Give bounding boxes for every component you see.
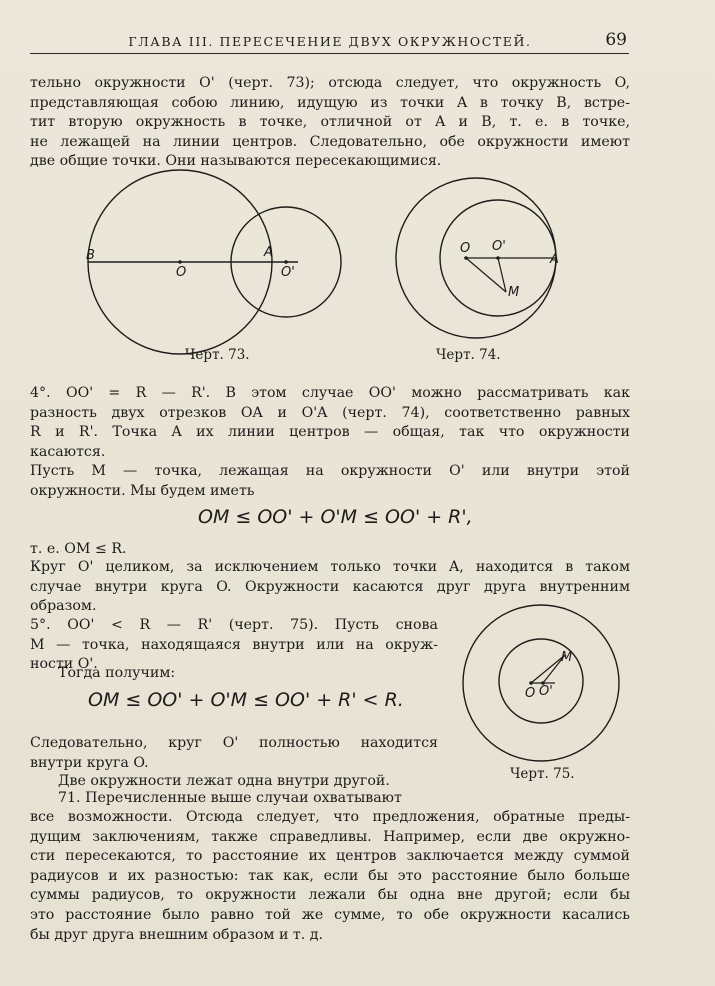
caption-fig73: Черт. 73. xyxy=(185,347,250,363)
running-header: ГЛАВА III. ПЕРЕСЕЧЕНИЕ ДВУХ ОКРУЖНОСТЕЙ. xyxy=(128,34,532,49)
text-line: тельно окружности O' (черт. 73); отсюда следует, что окружность O, xyxy=(30,75,630,91)
label-a: A xyxy=(550,252,559,267)
section-71 xyxy=(30,808,630,945)
paragraph-intro xyxy=(30,74,630,172)
conclusion-line xyxy=(30,540,630,560)
figure-73-diagram xyxy=(88,178,348,358)
text-line: все возможности. Отсюда следует, что предложения, обратные преды- xyxy=(30,809,630,825)
text-line: касаются. xyxy=(30,443,106,460)
text-line: окружности. Мы будем иметь xyxy=(30,482,255,499)
label-m: M xyxy=(508,285,520,300)
label-a: A xyxy=(264,245,273,260)
section-71-start xyxy=(58,789,458,809)
text-line: 5°. OO' < R — R' (черт. 75). Пусть снова xyxy=(30,617,438,633)
center-o xyxy=(178,260,182,264)
text-line: суммы радиусов, то окружности лежали бы одна вне другой; если бы xyxy=(30,887,630,904)
text-line: радиусов и их разностью: так как, если бы это расстояние было больше xyxy=(30,867,630,884)
text-line: т. е. OM ≤ R. xyxy=(30,541,127,557)
text-line: это расстояние было равно той же сумме, то обе окружности касались xyxy=(30,906,630,923)
then-line xyxy=(58,664,438,684)
center-o xyxy=(464,256,468,260)
caption-fig75: Черт. 75. xyxy=(510,766,575,782)
label-o: O xyxy=(460,241,471,256)
label-b: B xyxy=(86,248,95,263)
text-line: 4°. OO' = R — R'. В этом случае OO' можно рассматривать как xyxy=(30,385,630,401)
text-line: внутри круга O. xyxy=(30,754,149,771)
text-line: разность двух отрезков OA и O'A (черт. 74), соответственно равных xyxy=(30,404,630,421)
section-4 xyxy=(30,384,630,462)
text-line: 71. Перечисленные выше случаи охватывают xyxy=(58,790,402,806)
formula-1: OM ≤ OO' + O'M ≤ OO' + R', xyxy=(198,506,473,528)
text-line: Следовательно, круг O' полностью находится xyxy=(30,735,438,751)
text-line: сти пересекаются, то расстояние их центров заключается между суммой xyxy=(30,848,630,865)
paragraph-point-m xyxy=(30,462,630,501)
label-o-prime: O' xyxy=(281,265,295,280)
label-o-prime: O' xyxy=(492,239,506,254)
center-o-prime xyxy=(284,260,288,264)
page-number: 69 xyxy=(605,30,627,50)
text-line: Две окружности лежат одна внутри другой. xyxy=(58,773,390,789)
text-line: ности O'. xyxy=(30,656,98,673)
center-o-prime xyxy=(496,256,500,260)
text-line: Круг O' целиком, за исключением только точки A, находится в таком xyxy=(30,559,630,575)
segment-om xyxy=(466,258,506,292)
caption-fig74: Черт. 74. xyxy=(436,347,501,363)
formula-2: OM ≤ OO' + O'M ≤ OO' + R' < R. xyxy=(88,689,404,711)
text-line: Тогда получим: xyxy=(58,665,176,681)
text-line: случае внутри круга O. Окружности касаются друг друга внутренним xyxy=(30,578,630,595)
text-line: образом. xyxy=(30,598,97,615)
text-line: тит вторую окружность в точке, отличной от A и B, т. е. в точке, xyxy=(30,114,630,131)
center-o xyxy=(529,681,533,685)
label-o: O xyxy=(176,265,187,280)
label-o: O xyxy=(525,686,536,701)
text-line: дущим заключениям, также справедливы. Например, если две окружно- xyxy=(30,828,630,845)
text-line: R и R'. Точка A их линии центров — общая, так что окружности xyxy=(30,424,630,441)
text-line: не лежащей на линии центров. Следовательно, обе окружности имеют xyxy=(30,133,630,150)
paragraph-therefore xyxy=(30,734,438,773)
label-m: M xyxy=(561,650,573,665)
text-line: M — точка, находящаяся внутри или на окруж- xyxy=(30,636,438,653)
text-line: бы друг друга внешним образом и т. д. xyxy=(30,926,324,943)
text-line: две общие точки. Они называются пересекающимися. xyxy=(30,153,442,170)
figure-75-diagram xyxy=(455,603,635,763)
text-line: представляющая собою линию, идущую из точки A в точку B, встре- xyxy=(30,94,630,111)
label-o-prime: O' xyxy=(539,684,553,699)
figure-74-diagram xyxy=(380,168,580,348)
text-line: Пусть M — точка, лежащая на окружности O' или внутри этой xyxy=(30,463,630,479)
header-rule xyxy=(30,53,629,54)
segment-om xyxy=(531,655,565,683)
